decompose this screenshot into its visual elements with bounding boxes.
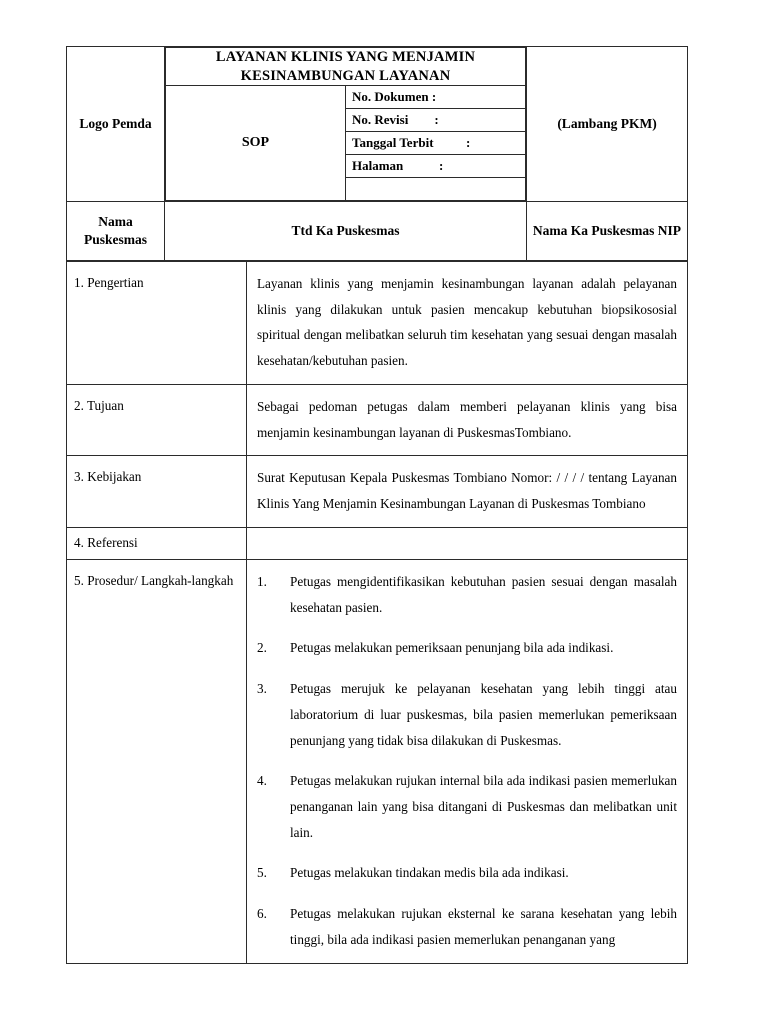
section-row-pengertian xyxy=(67,262,688,385)
section-row-kebijakan xyxy=(67,456,688,527)
field-no-revisi: No. Revisi : xyxy=(346,109,525,132)
sop-body-table xyxy=(66,261,688,964)
field-spacer xyxy=(346,178,525,201)
section-label-prosedur: 5. Prosedur/ Langkah-langkah xyxy=(67,559,247,963)
nama-ka-puskesmas-cell: Nama Ka Puskesmas NIP xyxy=(527,202,688,261)
procedure-step-number: 6. xyxy=(257,906,267,922)
sop-label: SOP xyxy=(166,86,346,201)
section-content-pengertian: Layanan klinis yang menjamin kesinambungan layanan adalah pelayanan klinis yang dilakukan untuk pasien mencakup kebutuhan biopsikososial spiritual dengan melibatkan seluruh tim kesehatan yang sesuai dengan masalah kesehatan/kebutuhan pasien. xyxy=(247,262,688,385)
logo-pemda-cell xyxy=(67,47,165,202)
field-row-tanggal-terbit xyxy=(346,132,525,155)
procedure-step-number: 4. xyxy=(257,773,267,789)
sop-fields-row xyxy=(166,86,526,201)
procedure-step-text: Petugas melakukan tindakan medis bila ada indikasi. xyxy=(290,865,569,881)
procedure-step-text: Petugas melakukan rujukan internal bila ada indikasi pasien memerlukan penanganan lain yang bisa ditangani di Puskesmas dan melibatkan unit lain. xyxy=(290,773,677,840)
field-no-dokumen: No. Dokumen : xyxy=(346,86,525,109)
header-signature-row xyxy=(67,202,688,261)
procedure-step-text: Petugas merujuk ke pelayanan kesehatan yang lebih tinggi atau laboratorium di luar puskesmas, bila pasien memerlukan pemeriksaan penunjang yang tidak bisa dilakukan di Puskesmas. xyxy=(290,681,677,748)
lambang-pkm-cell xyxy=(527,47,688,202)
procedure-step-list xyxy=(257,569,677,953)
procedure-step xyxy=(257,569,677,620)
procedure-step xyxy=(257,635,677,661)
field-tanggal-terbit: Tanggal Terbit : xyxy=(346,132,525,155)
procedure-step xyxy=(257,676,677,753)
section-content-prosedur xyxy=(247,559,688,963)
procedure-step-number: 3. xyxy=(257,681,267,697)
procedure-step xyxy=(257,768,677,845)
sop-header-table xyxy=(66,46,688,261)
lambang-pkm-label: (Lambang PKM) xyxy=(557,116,657,132)
ttd-ka-puskesmas-cell: Ttd Ka Puskesmas xyxy=(165,202,527,261)
procedure-step-number: 5. xyxy=(257,865,267,881)
procedure-step xyxy=(257,860,677,886)
field-row-no-dokumen xyxy=(346,86,525,109)
procedure-step-text: Petugas melakukan pemeriksaan penunjang bila ada indikasi. xyxy=(290,640,614,656)
field-row-halaman xyxy=(346,155,525,178)
document-title: LAYANAN KLINIS YANG MENJAMIN KESINAMBUNGAN LAYANAN xyxy=(166,48,526,86)
logo-pemda-label: Logo Pemda xyxy=(79,115,152,131)
section-row-prosedur xyxy=(67,559,688,963)
title-row xyxy=(166,48,526,86)
section-row-tujuan xyxy=(67,384,688,455)
procedure-step-text: Petugas melakukan rujukan eksternal ke sarana kesehatan yang lebih tinggi, bila ada indikasi pasien memerlukan penanganan yang xyxy=(290,906,677,947)
sop-fields-cell xyxy=(346,86,526,201)
header-main-row xyxy=(67,47,688,202)
procedure-step-number: 1. xyxy=(257,573,267,589)
field-halaman: Halaman : xyxy=(346,155,525,178)
section-content-tujuan: Sebagai pedoman petugas dalam memberi pelayanan klinis yang bisa menjamin kesinambungan layanan di PuskesmasTombiano. xyxy=(247,384,688,455)
field-row-no-revisi xyxy=(346,109,525,132)
procedure-step-text: Petugas mengidentifikasikan kebutuhan pasien sesuai dengan masalah kesehatan pasien. xyxy=(290,573,677,615)
section-content-kebijakan: Surat Keputusan Kepala Puskesmas Tombiano Nomor: / / / / tentang Layanan Klinis Yang Menjamin Kesinambungan Layanan di Puskesmas Tombiano xyxy=(247,456,688,527)
section-label-pengertian: 1. Pengertian xyxy=(67,262,247,385)
procedure-step xyxy=(257,901,677,952)
section-row-referensi xyxy=(67,527,688,559)
field-row-spacer xyxy=(346,178,525,201)
section-content-referensi xyxy=(247,527,688,559)
procedure-step-number: 2. xyxy=(257,640,267,656)
section-label-kebijakan: 3. Kebijakan xyxy=(67,456,247,527)
title-and-fields-cell xyxy=(165,47,527,202)
section-label-tujuan: 2. Tujuan xyxy=(67,384,247,455)
nama-puskesmas-cell: Nama Puskesmas xyxy=(67,202,165,261)
section-label-referensi: 4. Referensi xyxy=(67,527,247,559)
